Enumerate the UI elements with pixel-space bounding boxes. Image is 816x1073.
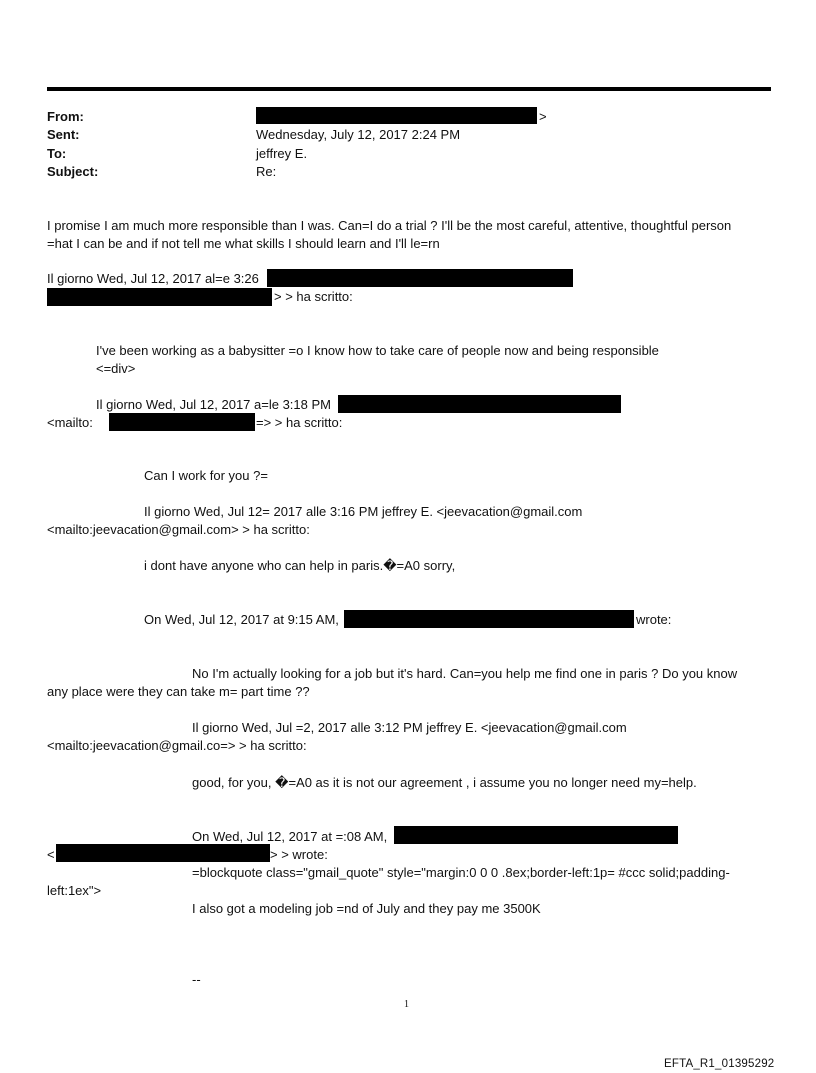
quote-5-line-1: No I'm actually looking for a job but it's hard. Can=you help me find one in paris ? Do you know — [192, 666, 738, 681]
quote-3-line-1: Can I work for you ?= — [144, 468, 268, 483]
quote-5-intro: Il giorno Wed, Jul =2, 2017 alle 3:12 PM jeffrey E. <jeevacation@gmail.com — [192, 720, 627, 735]
subject-value: Re: — [256, 164, 277, 179]
quote-4-tail: wrote: — [636, 612, 672, 627]
redaction-q1-b — [47, 288, 272, 306]
quote-2-intro: Il giorno Wed, Jul 12, 2017 a=le 3:18 PM — [96, 397, 331, 412]
to-label: To: — [47, 146, 67, 161]
quote-2-mailto: <mailto: — [47, 415, 93, 430]
redaction-q6-b — [56, 844, 270, 862]
quote-6-blockquote: =blockquote class="gmail_quote" style="margin:0 0 0 .8ex;border-left:1p= #ccc solid;padding- — [192, 865, 730, 880]
quote-6-blockquote-2: left:1ex"> — [47, 883, 102, 898]
signature-dashes: -- — [192, 972, 201, 987]
quote-2-line-1: I've been working as a babysitter =o I know how to take care of people now and being responsible — [96, 343, 659, 358]
quote-4-intro: On Wed, Jul 12, 2017 at 9:15 AM, — [144, 612, 339, 627]
quote-3-reply: i dont have anyone who can help in paris.�=A0 sorry, — [144, 558, 456, 573]
quote-5-reply: good, for you, �=A0 as it is not our agreement , i assume you no longer need my=help. — [192, 775, 697, 790]
quote-6-lt: < — [47, 847, 55, 862]
quote-3-mailto: <mailto:jeevacation@gmail.com> > ha scritto: — [47, 522, 310, 537]
header-rule — [47, 87, 771, 91]
quote-2-tail: => > ha scritto: — [256, 415, 343, 430]
quote-5-line-2: any place were they can take m= part time ?? — [47, 684, 310, 699]
quote-6-message: I also got a modeling job =nd of July and they pay me 3500K — [192, 901, 541, 916]
quote-1-intro: Il giorno Wed, Jul 12, 2017 al=e 3:26 — [47, 271, 259, 286]
sent-label: Sent: — [47, 127, 80, 142]
redaction-q6-a — [394, 826, 678, 844]
document-id: EFTA_R1_01395292 — [664, 1058, 775, 1070]
quote-1-tail: > > ha scritto: — [274, 289, 353, 304]
redaction-from — [256, 107, 537, 124]
quote-2-line-2: <=div> — [96, 361, 136, 376]
sent-value: Wednesday, July 12, 2017 2:24 PM — [256, 127, 461, 142]
redaction-q4 — [344, 610, 634, 628]
quote-5-mailto: <mailto:jeevacation@gmail.co=> > ha scritto: — [47, 738, 307, 753]
page-number: 1 — [404, 999, 409, 1010]
quote-6-tail: > > wrote: — [270, 847, 328, 862]
subject-label: Subject: — [47, 164, 99, 179]
body-line-2: =hat I can be and if not tell me what skills I should learn and I'll le=rn — [47, 236, 440, 251]
quote-3-intro: Il giorno Wed, Jul 12= 2017 alle 3:16 PM jeffrey E. <jeevacation@gmail.com — [144, 504, 583, 519]
quote-6-intro: On Wed, Jul 12, 2017 at =:08 AM, — [192, 829, 388, 844]
redaction-q1-a — [267, 269, 573, 287]
from-label: From: — [47, 109, 84, 124]
from-suffix: > — [539, 109, 547, 124]
redaction-q2-a — [338, 395, 621, 413]
to-value: jeffrey E. — [256, 146, 308, 161]
redaction-q2-b — [109, 413, 255, 431]
body-line-1: I promise I am much more responsible than I was. Can=I do a trial ? I'll be the most careful, attentive, thoughtful person — [47, 218, 732, 233]
